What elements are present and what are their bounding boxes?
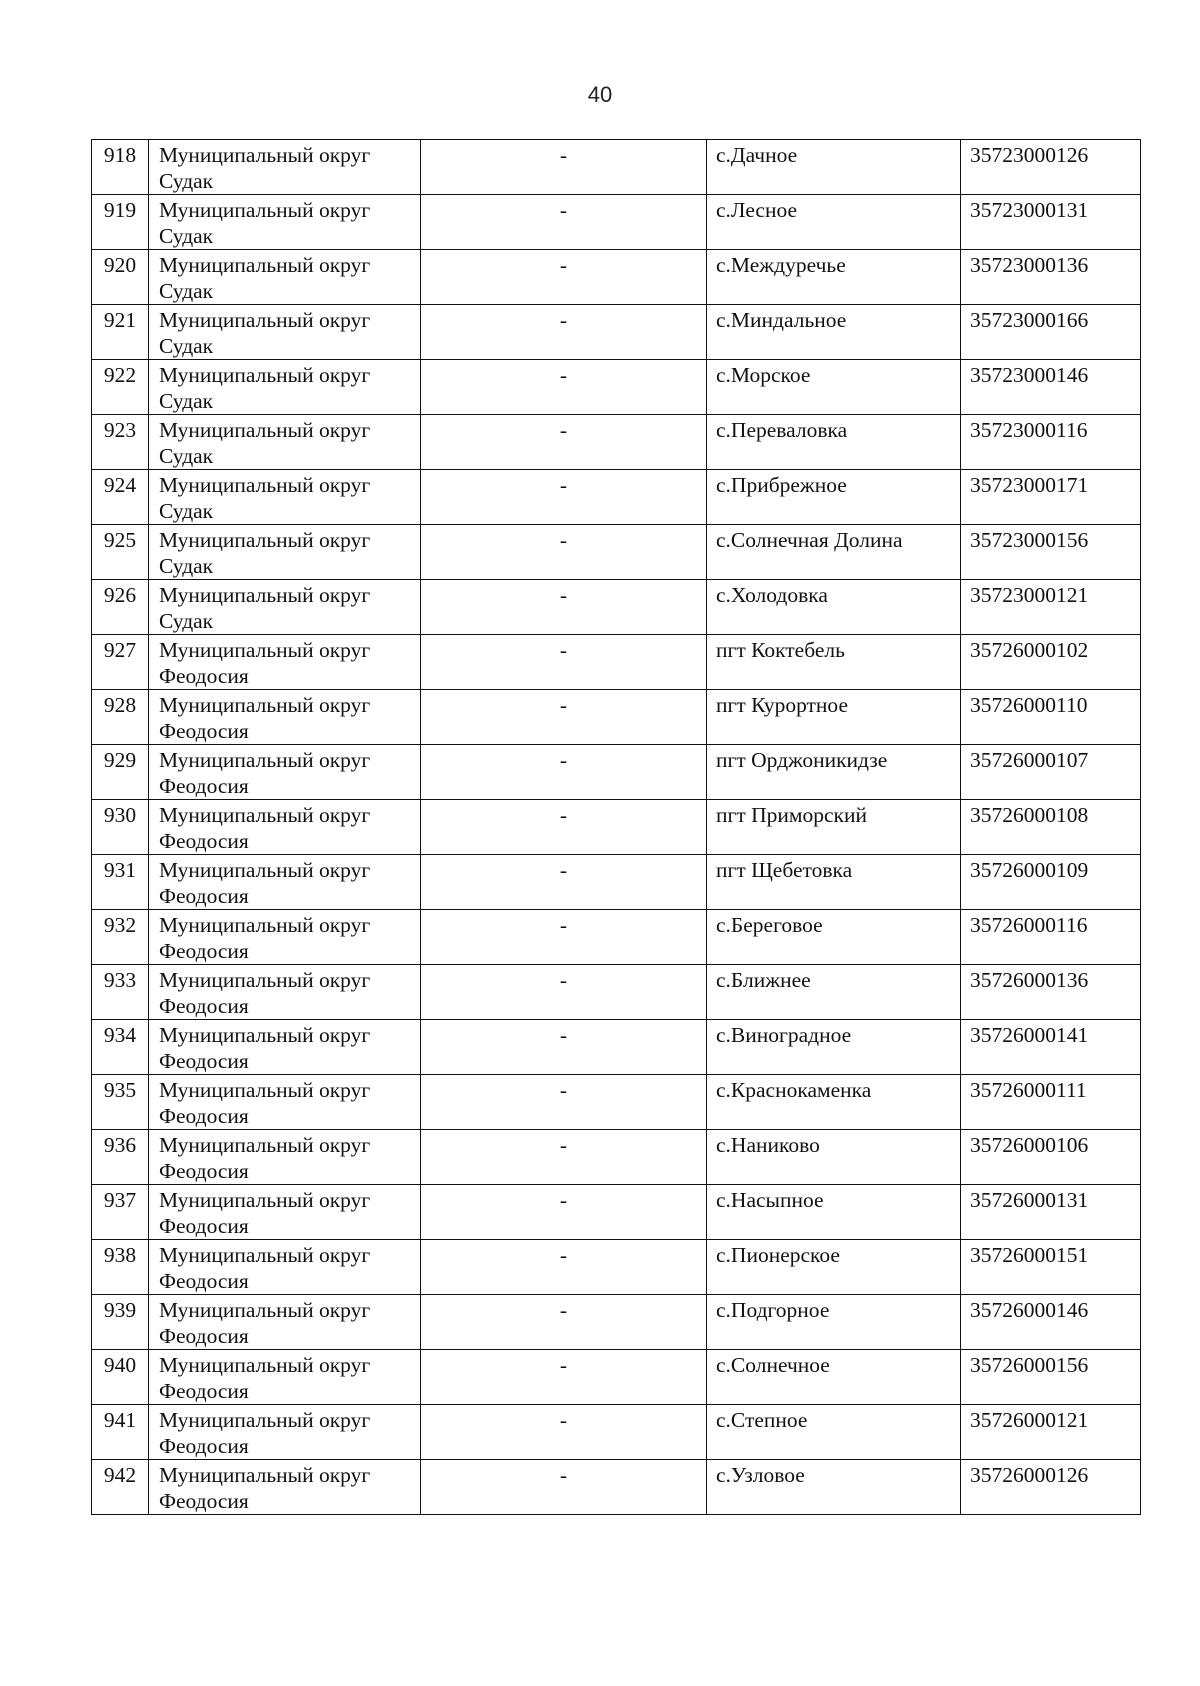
district-cell: Муниципальный округ Судак: [149, 305, 421, 360]
table-row: [92, 140, 1141, 195]
settlement-cell: с.Дачное: [707, 140, 961, 195]
row-number-cell: 942: [92, 1460, 149, 1515]
settlement-cell: с.Наниково: [707, 1130, 961, 1185]
oktmo-code-cell: 35726000107: [961, 745, 1141, 800]
table-row: [92, 470, 1141, 525]
settlement-cell: пгт Коктебель: [707, 635, 961, 690]
row-number-cell: 936: [92, 1130, 149, 1185]
row-number-cell: 938: [92, 1240, 149, 1295]
table-row: [92, 580, 1141, 635]
district-cell: Муниципальный округ Судак: [149, 360, 421, 415]
district-cell: Муниципальный округ Феодосия: [149, 635, 421, 690]
dash-cell: -: [421, 1075, 707, 1130]
settlement-cell: с.Лесное: [707, 195, 961, 250]
table-row: [92, 1295, 1141, 1350]
table-row: [92, 525, 1141, 580]
table-row: [92, 910, 1141, 965]
dash-cell: -: [421, 1185, 707, 1240]
table-row: [92, 195, 1141, 250]
oktmo-code-cell: 35726000141: [961, 1020, 1141, 1075]
district-cell: Муниципальный округ Судак: [149, 470, 421, 525]
oktmo-code-cell: 35723000126: [961, 140, 1141, 195]
dash-cell: -: [421, 305, 707, 360]
oktmo-code-cell: 35723000146: [961, 360, 1141, 415]
row-number-cell: 929: [92, 745, 149, 800]
table-row: [92, 1240, 1141, 1295]
settlement-cell: с.Пионерское: [707, 1240, 961, 1295]
district-cell: Муниципальный округ Судак: [149, 415, 421, 470]
dash-cell: -: [421, 195, 707, 250]
dash-cell: -: [421, 965, 707, 1020]
row-number-cell: 940: [92, 1350, 149, 1405]
district-cell: Муниципальный округ Судак: [149, 195, 421, 250]
oktmo-code-cell: 35723000131: [961, 195, 1141, 250]
table-row: [92, 360, 1141, 415]
row-number-cell: 923: [92, 415, 149, 470]
row-number-cell: 922: [92, 360, 149, 415]
settlement-cell: с.Солнечное: [707, 1350, 961, 1405]
district-cell: Муниципальный округ Феодосия: [149, 1240, 421, 1295]
table-row: [92, 800, 1141, 855]
oktmo-code-cell: 35723000171: [961, 470, 1141, 525]
settlement-cell: пгт Приморский: [707, 800, 961, 855]
district-cell: Муниципальный округ Феодосия: [149, 1405, 421, 1460]
dash-cell: -: [421, 1295, 707, 1350]
settlement-cell: с.Миндальное: [707, 305, 961, 360]
table-row: [92, 745, 1141, 800]
row-number-cell: 937: [92, 1185, 149, 1240]
table-row: [92, 1185, 1141, 1240]
row-number-cell: 930: [92, 800, 149, 855]
settlements-table: [91, 139, 1141, 1515]
row-number-cell: 918: [92, 140, 149, 195]
dash-cell: -: [421, 140, 707, 195]
district-cell: Муниципальный округ Феодосия: [149, 690, 421, 745]
dash-cell: -: [421, 360, 707, 415]
row-number-cell: 919: [92, 195, 149, 250]
oktmo-code-cell: 35726000126: [961, 1460, 1141, 1515]
dash-cell: -: [421, 470, 707, 525]
settlement-cell: с.Морское: [707, 360, 961, 415]
dash-cell: -: [421, 250, 707, 305]
table-row: [92, 415, 1141, 470]
oktmo-code-cell: 35723000136: [961, 250, 1141, 305]
row-number-cell: 925: [92, 525, 149, 580]
settlement-cell: с.Междуречье: [707, 250, 961, 305]
row-number-cell: 924: [92, 470, 149, 525]
settlement-cell: с.Насыпное: [707, 1185, 961, 1240]
settlement-cell: с.Береговое: [707, 910, 961, 965]
oktmo-code-cell: 35726000151: [961, 1240, 1141, 1295]
table-row: [92, 1130, 1141, 1185]
table-row: [92, 635, 1141, 690]
oktmo-code-cell: 35723000156: [961, 525, 1141, 580]
row-number-cell: 934: [92, 1020, 149, 1075]
row-number-cell: 928: [92, 690, 149, 745]
row-number-cell: 931: [92, 855, 149, 910]
oktmo-code-cell: 35723000116: [961, 415, 1141, 470]
district-cell: Муниципальный округ Судак: [149, 525, 421, 580]
row-number-cell: 935: [92, 1075, 149, 1130]
settlement-cell: с.Ближнее: [707, 965, 961, 1020]
oktmo-code-cell: 35726000111: [961, 1075, 1141, 1130]
row-number-cell: 927: [92, 635, 149, 690]
row-number-cell: 932: [92, 910, 149, 965]
oktmo-code-cell: 35726000110: [961, 690, 1141, 745]
oktmo-code-cell: 35726000106: [961, 1130, 1141, 1185]
settlement-cell: с.Солнечная Долина: [707, 525, 961, 580]
dash-cell: -: [421, 690, 707, 745]
district-cell: Муниципальный округ Феодосия: [149, 1460, 421, 1515]
district-cell: Муниципальный округ Феодосия: [149, 1020, 421, 1075]
settlement-cell: с.Холодовка: [707, 580, 961, 635]
settlement-cell: с.Краснокаменка: [707, 1075, 961, 1130]
table-body: [92, 140, 1141, 1515]
district-cell: Муниципальный округ Феодосия: [149, 1185, 421, 1240]
oktmo-code-cell: 35726000102: [961, 635, 1141, 690]
oktmo-code-cell: 35726000156: [961, 1350, 1141, 1405]
table-row: [92, 1020, 1141, 1075]
dash-cell: -: [421, 745, 707, 800]
district-cell: Муниципальный округ Феодосия: [149, 1350, 421, 1405]
table-row: [92, 250, 1141, 305]
district-cell: Муниципальный округ Судак: [149, 140, 421, 195]
district-cell: Муниципальный округ Феодосия: [149, 1075, 421, 1130]
oktmo-code-cell: 35726000136: [961, 965, 1141, 1020]
dash-cell: -: [421, 910, 707, 965]
dash-cell: -: [421, 580, 707, 635]
settlement-cell: с.Узловое: [707, 1460, 961, 1515]
table-row: [92, 690, 1141, 745]
oktmo-code-cell: 35726000121: [961, 1405, 1141, 1460]
settlement-cell: с.Степное: [707, 1405, 961, 1460]
table-row: [92, 1405, 1141, 1460]
oktmo-code-cell: 35726000108: [961, 800, 1141, 855]
oktmo-code-cell: 35723000166: [961, 305, 1141, 360]
oktmo-code-cell: 35726000116: [961, 910, 1141, 965]
table-row: [92, 1075, 1141, 1130]
table-row: [92, 965, 1141, 1020]
district-cell: Муниципальный округ Феодосия: [149, 745, 421, 800]
district-cell: Муниципальный округ Судак: [149, 250, 421, 305]
row-number-cell: 939: [92, 1295, 149, 1350]
dash-cell: -: [421, 1350, 707, 1405]
row-number-cell: 941: [92, 1405, 149, 1460]
table-row: [92, 1460, 1141, 1515]
dash-cell: -: [421, 1130, 707, 1185]
table-row: [92, 305, 1141, 360]
district-cell: Муниципальный округ Феодосия: [149, 1295, 421, 1350]
dash-cell: -: [421, 635, 707, 690]
dash-cell: -: [421, 1460, 707, 1515]
dash-cell: -: [421, 800, 707, 855]
settlement-cell: с.Переваловка: [707, 415, 961, 470]
row-number-cell: 921: [92, 305, 149, 360]
dash-cell: -: [421, 855, 707, 910]
oktmo-code-cell: 35726000131: [961, 1185, 1141, 1240]
settlement-cell: пгт Щебетовка: [707, 855, 961, 910]
settlement-cell: с.Виноградное: [707, 1020, 961, 1075]
settlement-cell: с.Подгорное: [707, 1295, 961, 1350]
oktmo-code-cell: 35726000146: [961, 1295, 1141, 1350]
table-row: [92, 855, 1141, 910]
settlement-cell: пгт Орджоникидзе: [707, 745, 961, 800]
district-cell: Муниципальный округ Феодосия: [149, 965, 421, 1020]
page-number: 40: [587, 82, 613, 107]
dash-cell: -: [421, 415, 707, 470]
district-cell: Муниципальный округ Феодосия: [149, 910, 421, 965]
row-number-cell: 926: [92, 580, 149, 635]
district-cell: Муниципальный округ Феодосия: [149, 800, 421, 855]
oktmo-code-cell: 35723000121: [961, 580, 1141, 635]
row-number-cell: 933: [92, 965, 149, 1020]
settlement-cell: пгт Курортное: [707, 690, 961, 745]
table-row: [92, 1350, 1141, 1405]
oktmo-code-cell: 35726000109: [961, 855, 1141, 910]
district-cell: Муниципальный округ Феодосия: [149, 855, 421, 910]
district-cell: Муниципальный округ Судак: [149, 580, 421, 635]
row-number-cell: 920: [92, 250, 149, 305]
dash-cell: -: [421, 525, 707, 580]
dash-cell: -: [421, 1020, 707, 1075]
district-cell: Муниципальный округ Феодосия: [149, 1130, 421, 1185]
dash-cell: -: [421, 1240, 707, 1295]
dash-cell: -: [421, 1405, 707, 1460]
settlement-cell: с.Прибрежное: [707, 470, 961, 525]
